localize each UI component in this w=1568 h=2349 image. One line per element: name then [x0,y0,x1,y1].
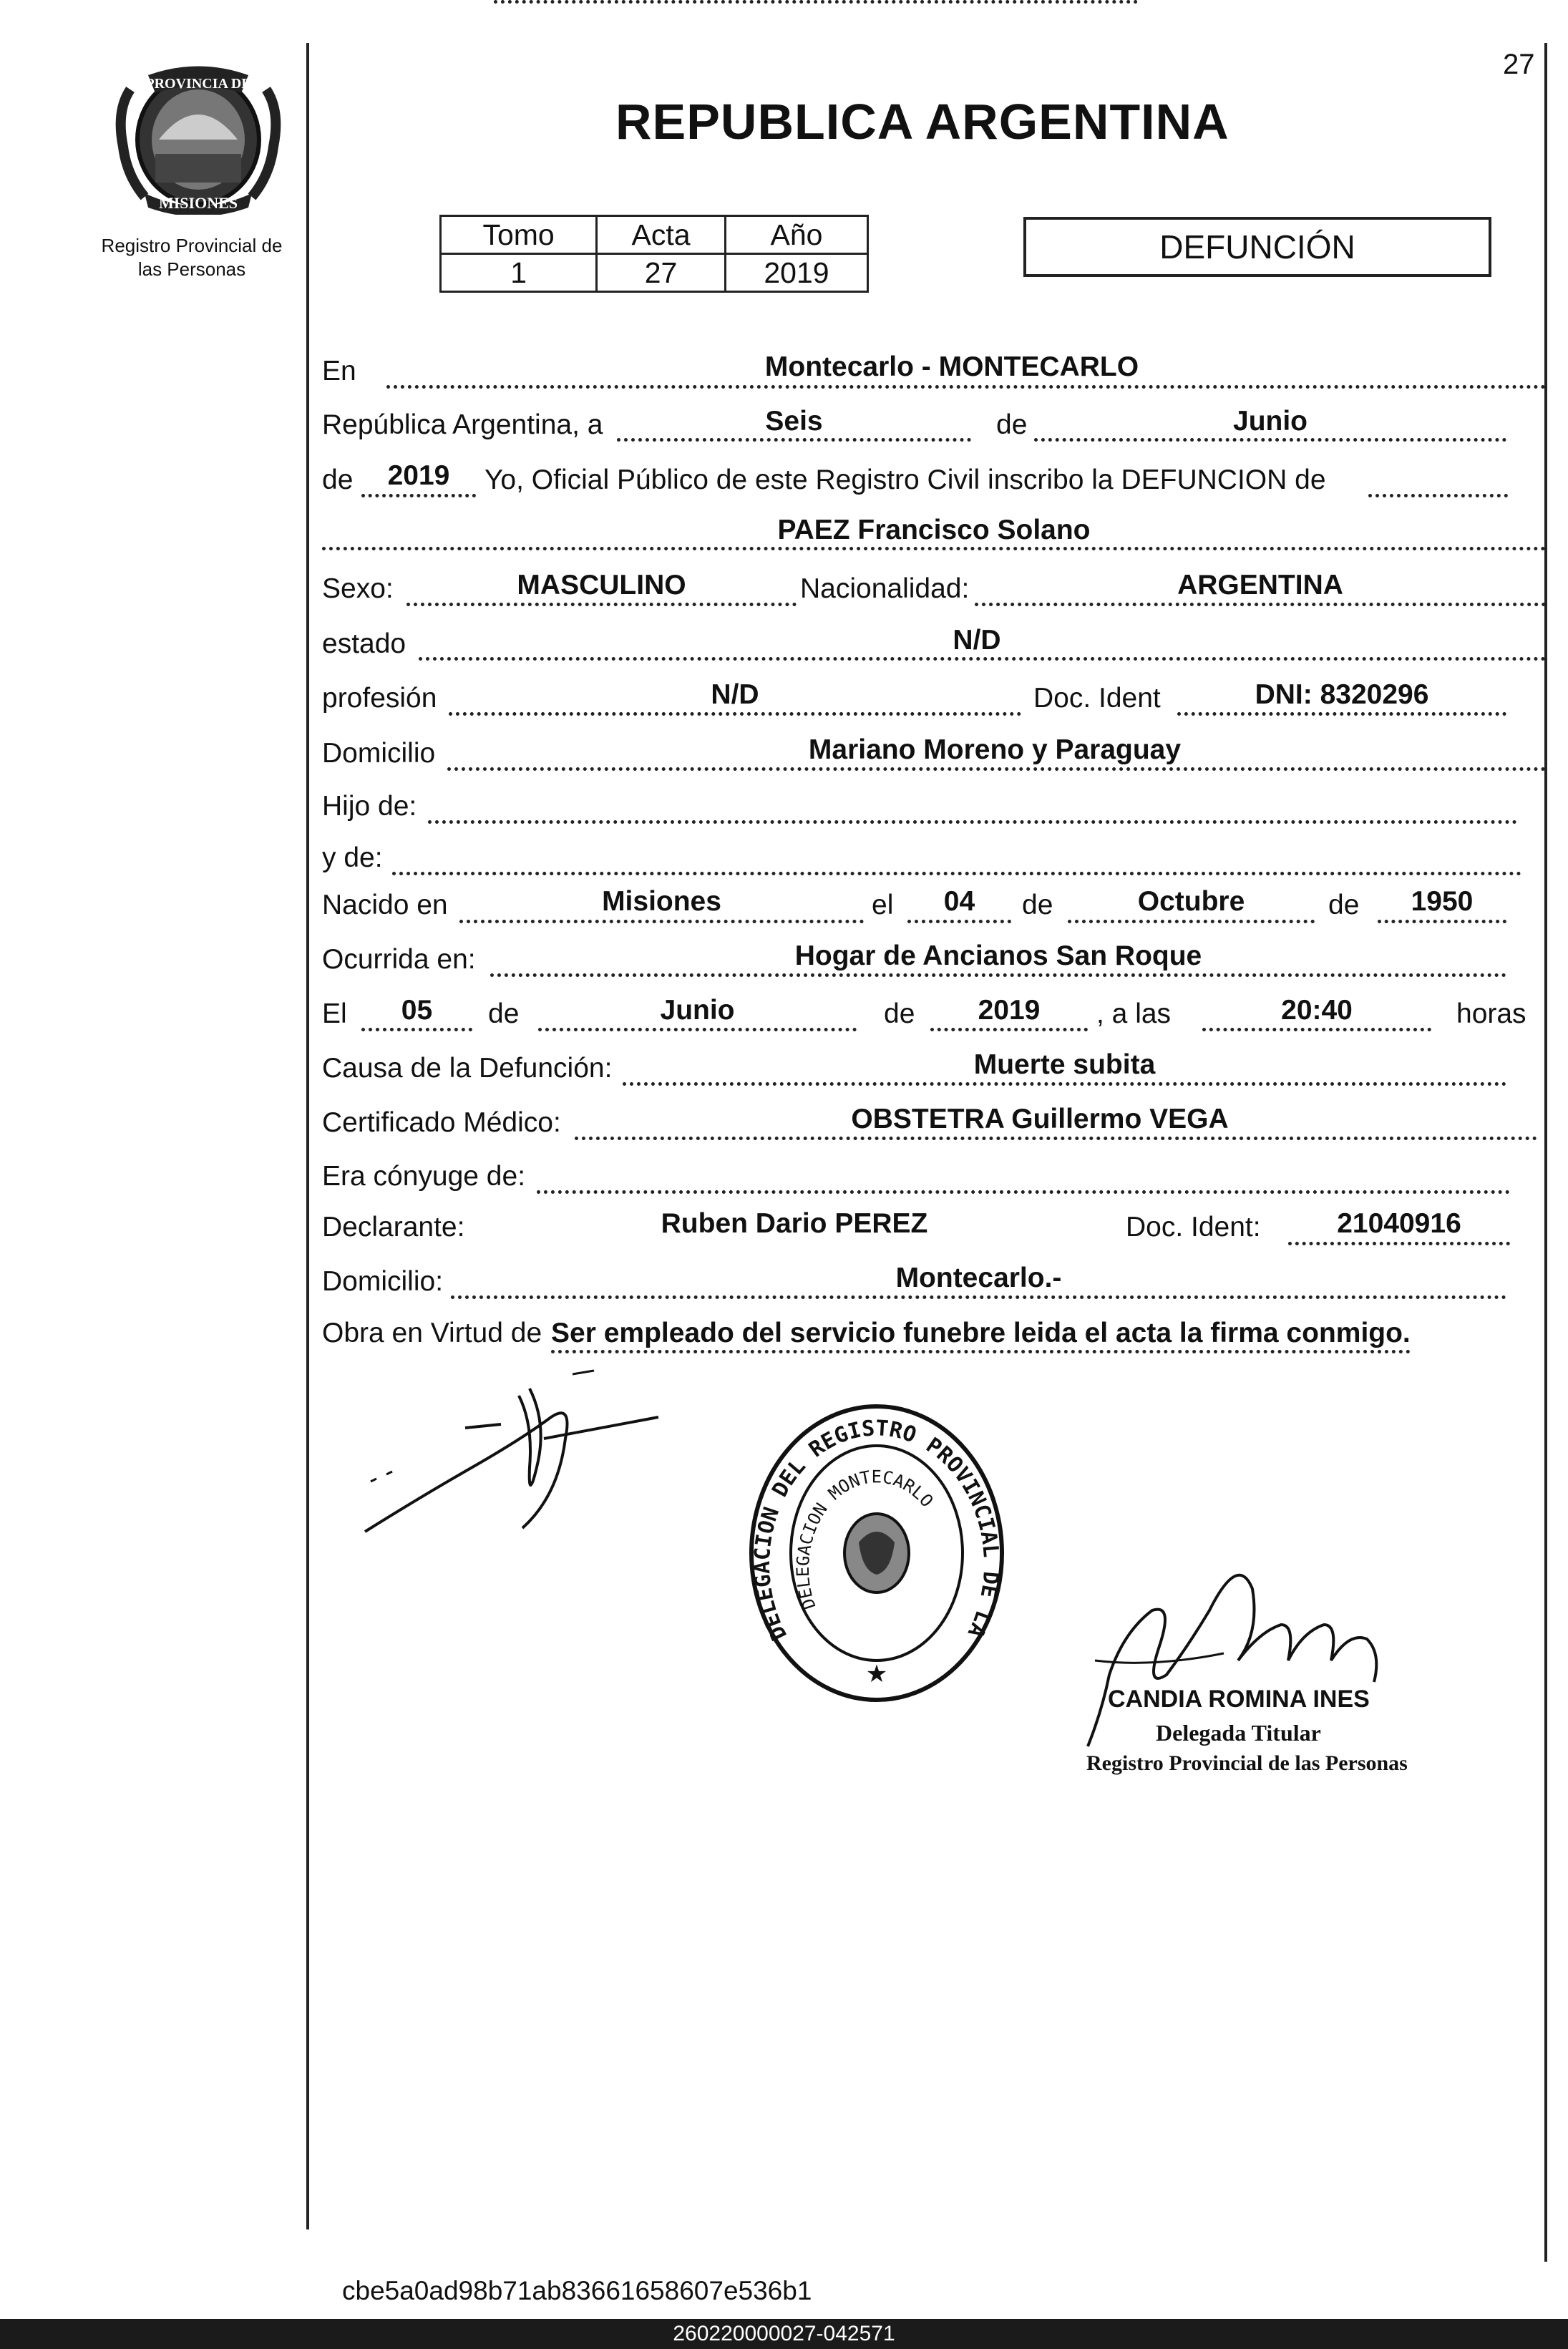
official-seal [744,1399,1009,1707]
dom2-dots [451,1295,1506,1299]
nacionalidad-label: Nacionalidad: [800,573,970,604]
en-label: En [322,356,356,386]
dyear-dots [930,1028,1088,1031]
death-time: 20:40 [1281,995,1353,1026]
registry-table [439,215,869,293]
seal-outer-text: DELEGACION DEL REGISTRO PROVINCIAL DE LA [749,1416,1003,1645]
right-margin-line [1544,43,1547,2262]
signatory-role: Delegada Titular [1156,1720,1321,1746]
dom-dots [447,767,1546,771]
decl-dots [494,0,1138,4]
causa-value: Muerte subita [973,1049,1156,1080]
yo-text: Yo, Oficial Público de este Registro Civil inscribo la DEFUNCION de [484,465,1326,495]
domicilio-label: Domicilio [322,738,436,769]
estado-label: estado [322,628,406,659]
domicilio2-label: Domicilio: [322,1266,444,1297]
doc-type-box: DEFUNCIÓN [1023,217,1491,277]
byear-dots [1378,920,1506,923]
hijo-label: Hijo de: [322,791,417,822]
domicilio2-value: Montecarlo.- [895,1263,1062,1293]
declarante-value: Ruben Dario PEREZ [661,1208,928,1239]
header-ano: Año [725,216,867,254]
nacido-dots [459,920,864,923]
header-tomo: Tomo [441,216,597,254]
value-acta: 27 [597,254,726,292]
prof-dots [449,712,1021,716]
yde-label: y de: [322,842,383,873]
year-value: 2019 [387,460,450,491]
dday-dots [361,1028,472,1031]
decl-doc-label: Doc. Ident: [1126,1212,1261,1242]
ocurrida-label: Ocurrida en: [322,944,476,975]
cert-label: Certificado Médico: [322,1107,561,1138]
obra-label: Obra en Virtud de [322,1318,542,1348]
birth-day: 04 [943,886,975,917]
estado-dots [419,657,1546,661]
province-logo [109,61,288,215]
yde-dots [392,872,1521,875]
bday-dots [907,920,1011,923]
de-label-4: de [1328,890,1360,920]
obra-value: Ser empleado del servicio funebre leida el acta la firma conmigo. [551,1317,1411,1353]
dmonth-dots [538,1028,857,1031]
year-dots [361,494,476,497]
profesion-value: N/D [711,679,759,710]
day-dots [617,438,971,442]
month-dots [1034,438,1506,442]
declarant-signature [358,1360,687,1546]
nac-dots [975,603,1546,606]
cert-value: OBSTETRA Guillermo VEGA [851,1104,1229,1134]
conyuge-dots [537,1190,1510,1194]
sexo-dots [406,603,797,606]
conyuge-label: Era cónyuge de: [322,1161,526,1192]
nac-value: ARGENTINA [1177,570,1343,600]
doc-ident-value: DNI: 8320296 [1255,679,1429,710]
signatory-org: Registro Provincial de las Personas [1086,1751,1408,1775]
cert-dots [575,1137,1537,1140]
month-word: Junio [1233,406,1308,437]
el2-label: El [322,998,347,1029]
birth-month: Octubre [1137,886,1245,917]
sexo-value: MASCULINO [517,570,686,600]
en-dots [386,385,1546,389]
horas-label: horas [1456,998,1526,1029]
causa-dots [623,1082,1506,1086]
rep-label: República Argentina, a [322,409,603,440]
yo-dots [1368,494,1508,497]
footer-code: 260220000027-042571 [0,2319,1568,2349]
deceased-name: PAEZ Francisco Solano [777,515,1091,545]
en-value: Montecarlo - MONTECARLO [764,351,1139,382]
name-dots [322,547,1546,550]
hijo-dots [428,820,1517,824]
seal-inner-text: DELEGACION MONTECARLO [792,1467,938,1613]
declarante-label: Declarante: [322,1212,465,1242]
nacido-label: Nacido en [322,890,448,920]
de-label-6: de [884,998,915,1029]
doc-ident-label: Doc. Ident [1033,683,1161,714]
de-label-5: de [488,998,520,1029]
document-hash: cbe5a0ad98b71ab83661658607e536b1 [342,2276,812,2305]
alas-label: , a las [1096,998,1172,1029]
left-margin-line [306,43,309,2229]
page-number: 27 [1503,49,1535,80]
page-title: REPUBLICA ARGENTINA [615,94,1229,150]
header-acta: Acta [597,216,726,254]
estado-value: N/D [953,625,1001,656]
sexo-label: Sexo: [322,573,394,604]
decl-doc-dots [1288,1242,1510,1245]
doc-dots [1177,712,1506,716]
death-month: Junio [660,995,735,1026]
birth-year: 1950 [1411,886,1474,917]
nacido-value: Misiones [602,886,721,917]
de-label-3: de [1022,890,1053,920]
logo-caption: Registro Provincial de las Personas [101,235,283,280]
death-year: 2019 [978,995,1041,1026]
causa-label: Causa de la Defunción: [322,1053,613,1084]
decl-doc-value: 21040916 [1337,1208,1461,1239]
ocurrida-value: Hogar de Ancianos San Roque [794,940,1202,971]
domicilio-value: Mariano Moreno y Paraguay [808,734,1182,765]
death-day: 05 [401,995,433,1026]
el-label: el [872,890,894,920]
value-tomo: 1 [441,254,597,292]
seal-star-icon: ★ [865,1660,888,1688]
de-label-1: de [996,409,1028,440]
logo-text-bottom: MISIONES [158,194,238,212]
signatory-name: CANDIA ROMINA INES [1108,1686,1370,1713]
profesion-label: profesión [322,683,437,714]
time-dots [1202,1028,1431,1031]
ocurrida-dots [490,973,1506,977]
day-word: Seis [765,406,823,437]
logo-text-top: PROVINCIA DE [145,76,251,92]
de-label-2: de [322,465,354,495]
value-ano: 2019 [725,254,867,292]
bmonth-dots [1068,920,1315,923]
